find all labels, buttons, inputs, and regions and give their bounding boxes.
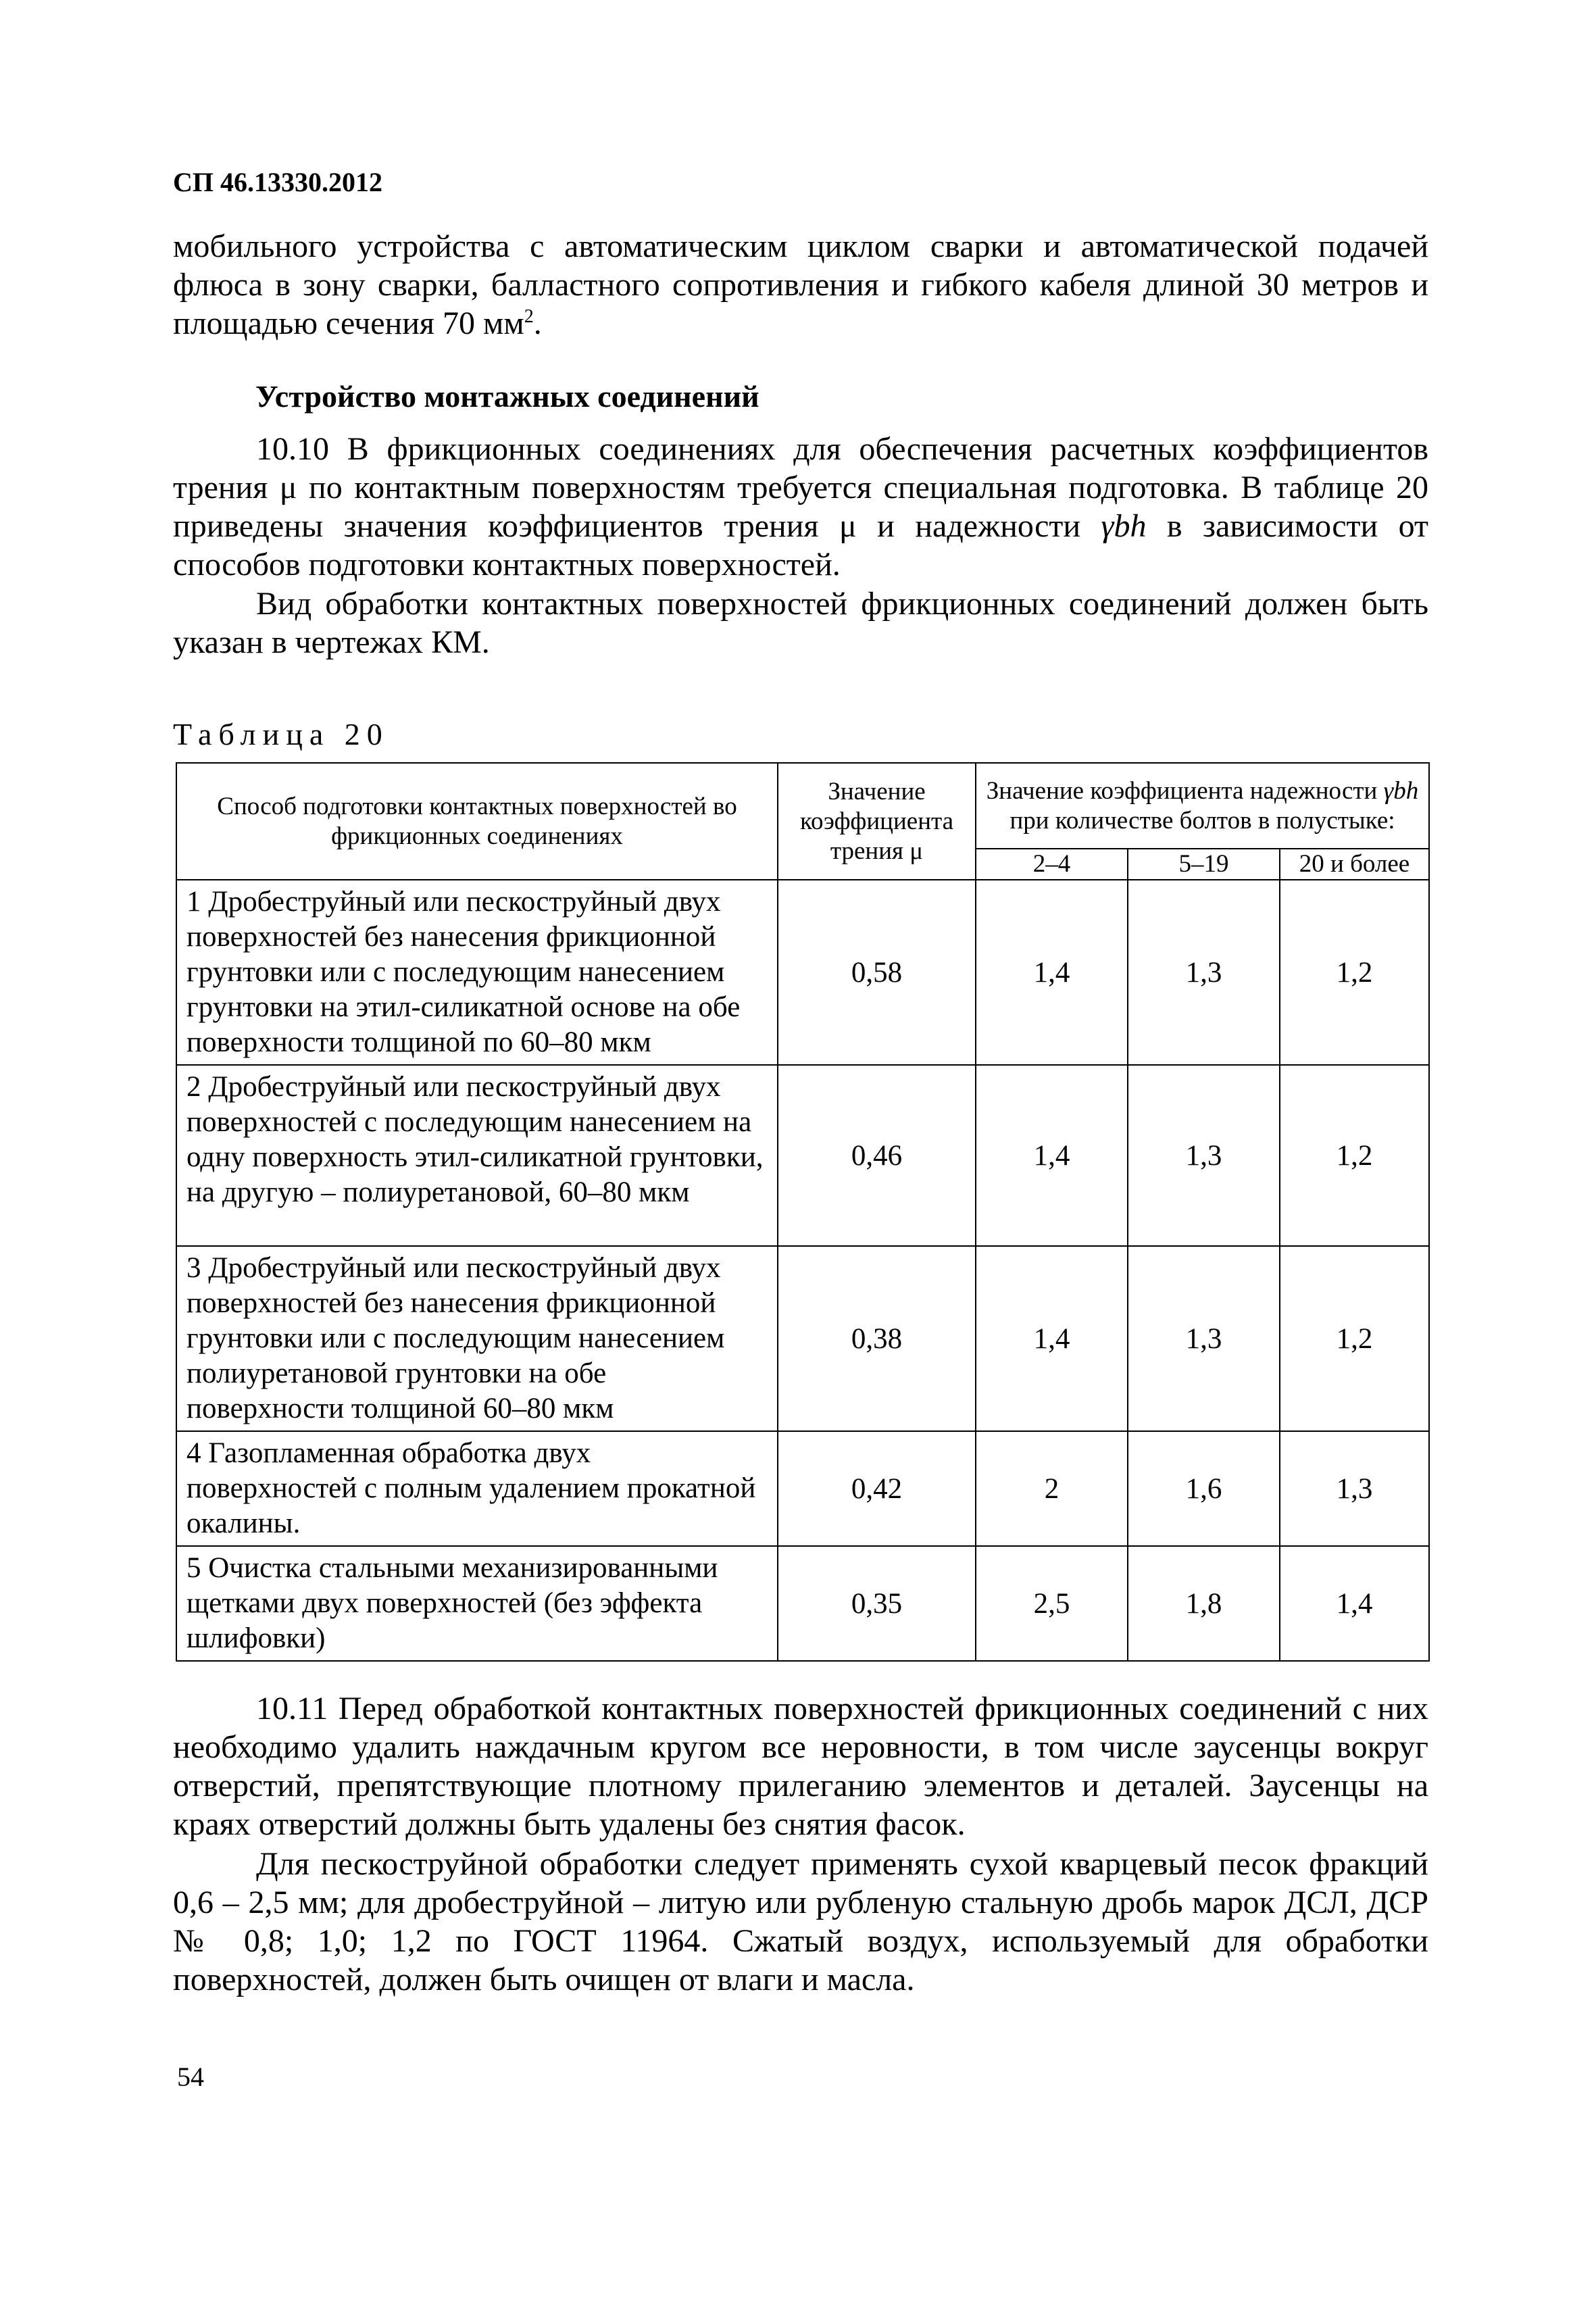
gamma-cell: 1,2 (1280, 880, 1429, 1065)
header-reliability (976, 763, 1429, 849)
table-row (176, 1546, 1429, 1661)
subheader-20-plus: 20 и более (1280, 849, 1429, 880)
subheader-5-19: 5–19 (1128, 849, 1280, 880)
method-cell: 4 Газопламенная обработка двух поверхностей с полным удалением прокатной окалины. (176, 1431, 778, 1546)
subheader-2-4: 2–4 (976, 849, 1128, 880)
gamma-symbol: γbh (1101, 508, 1147, 544)
gamma-cell: 1,3 (1128, 880, 1280, 1065)
gamma-cell: 1,3 (1128, 1065, 1280, 1246)
gamma-cell: 2,5 (976, 1546, 1128, 1661)
page-number: 54 (177, 2062, 204, 2092)
gamma-cell: 1,8 (1128, 1546, 1280, 1661)
header-method: Способ подготовки контактных поверхностей во фрикционных соединениях (176, 763, 778, 880)
mu-cell: 0,46 (778, 1065, 976, 1246)
method-cell: 1 Дробеструйный или пескоструйный двух поверхностей без нанесения фрикционной грунтовки или с последующим нанесением грунтовки на этил-силикатной основе на обе поверхности толщиной по 60–80 мкм (176, 880, 778, 1065)
paragraph-continuation (173, 227, 1428, 343)
paragraph-tail: . (533, 305, 542, 341)
gamma-cell: 1,2 (1280, 1065, 1429, 1246)
section-heading: Устройство монтажных соединений (255, 379, 759, 414)
header-reliability-text-2: при количестве болтов в полустыке: (1009, 806, 1395, 835)
table-row (176, 880, 1429, 1065)
mu-cell: 0,58 (778, 880, 976, 1065)
table-row (176, 1065, 1429, 1246)
paragraph-text-2: в зависимости от способов подготовки контактных поверхностей. (173, 508, 1429, 582)
table-row (176, 1431, 1429, 1546)
paragraph-km: Вид обработки контактных поверхностей фрикционных соединений должен быть указан в чертежах КМ. (173, 586, 1428, 660)
mu-cell: 0,35 (778, 1546, 976, 1661)
gamma-symbol: γbh (1383, 776, 1419, 805)
gamma-cell: 1,6 (1128, 1431, 1280, 1546)
paragraph-text: мобильного устройства с автоматическим циклом сварки и автоматической подачей флюса в зону сварки, балластного сопротивления и гибкого кабеля длиной 30 метров и площадью сечения 70 мм (173, 228, 1428, 341)
table-caption: Таблица 20 (173, 717, 389, 751)
gamma-cell: 1,3 (1128, 1246, 1280, 1431)
table-row (176, 1246, 1429, 1431)
gamma-cell: 1,4 (976, 880, 1128, 1065)
mu-cell: 0,38 (778, 1246, 976, 1431)
paragraph-10-11: 10.11 Перед обработкой контактных поверхностей фрикционных соединений с них необходимо удалить наждачным кругом все неровности, в том числе заусенцы вокруг отверстий, препятствующие плотному прилеганию элементов и деталей. Заусенцы на краях отверстий должны быть удалены без снятия фасок. (173, 1691, 1428, 1842)
paragraph-10-10 (173, 430, 1428, 584)
paragraph-text: 10.10 В фрикционных соединениях для обеспечения расчетных коэффициентов трения μ по контактным поверхностям требуется специальная подготовка. В таблице 20 приведены значения коэффициентов трения μ и надежности (173, 431, 1428, 544)
gamma-cell: 1,4 (976, 1065, 1128, 1246)
gamma-cell: 2 (976, 1431, 1128, 1546)
superscript: 2 (524, 306, 534, 327)
method-cell: 5 Очистка стальными механизированными щетками двух поверхностей (без эффекта шлифовки) (176, 1546, 778, 1661)
header-reliability-text: Значение коэффициента надежности (986, 776, 1384, 805)
mu-cell: 0,42 (778, 1431, 976, 1546)
document-code: СП 46.13330.2012 (173, 167, 382, 197)
header-friction: Значение коэффициента трения μ (778, 763, 976, 880)
gamma-cell: 1,4 (976, 1246, 1128, 1431)
gamma-cell: 1,2 (1280, 1246, 1429, 1431)
gamma-cell: 1,3 (1280, 1431, 1429, 1546)
method-cell: 3 Дробеструйный или пескоструйный двух поверхностей без нанесения фрикционной грунтовки или с последующим нанесением полиуретановой грунтовки на обе поверхности толщиной 60–80 мкм (176, 1246, 778, 1431)
paragraph-sandblasting: Для пескоструйной обработки следует применять сухой кварцевый песок фракций 0,6 – 2,5 мм; для дробеструйной – литую или рубленую стальную дробь марок ДСЛ, ДСР № 0,8; 1,0; 1,2 по ГОСТ 11964. Сжатый воздух, используемый для обработки поверхностей, должен быть очищен от влаги и масла. (173, 1846, 1428, 1997)
method-cell: 2 Дробеструйный или пескоструйный двух поверхностей с последующим нанесением на одну поверхность этил-силикатной грунтовки, на другую – полиуретановой, 60–80 мкм (176, 1065, 778, 1246)
gamma-cell: 1,4 (1280, 1546, 1429, 1661)
friction-table (176, 762, 1430, 1662)
